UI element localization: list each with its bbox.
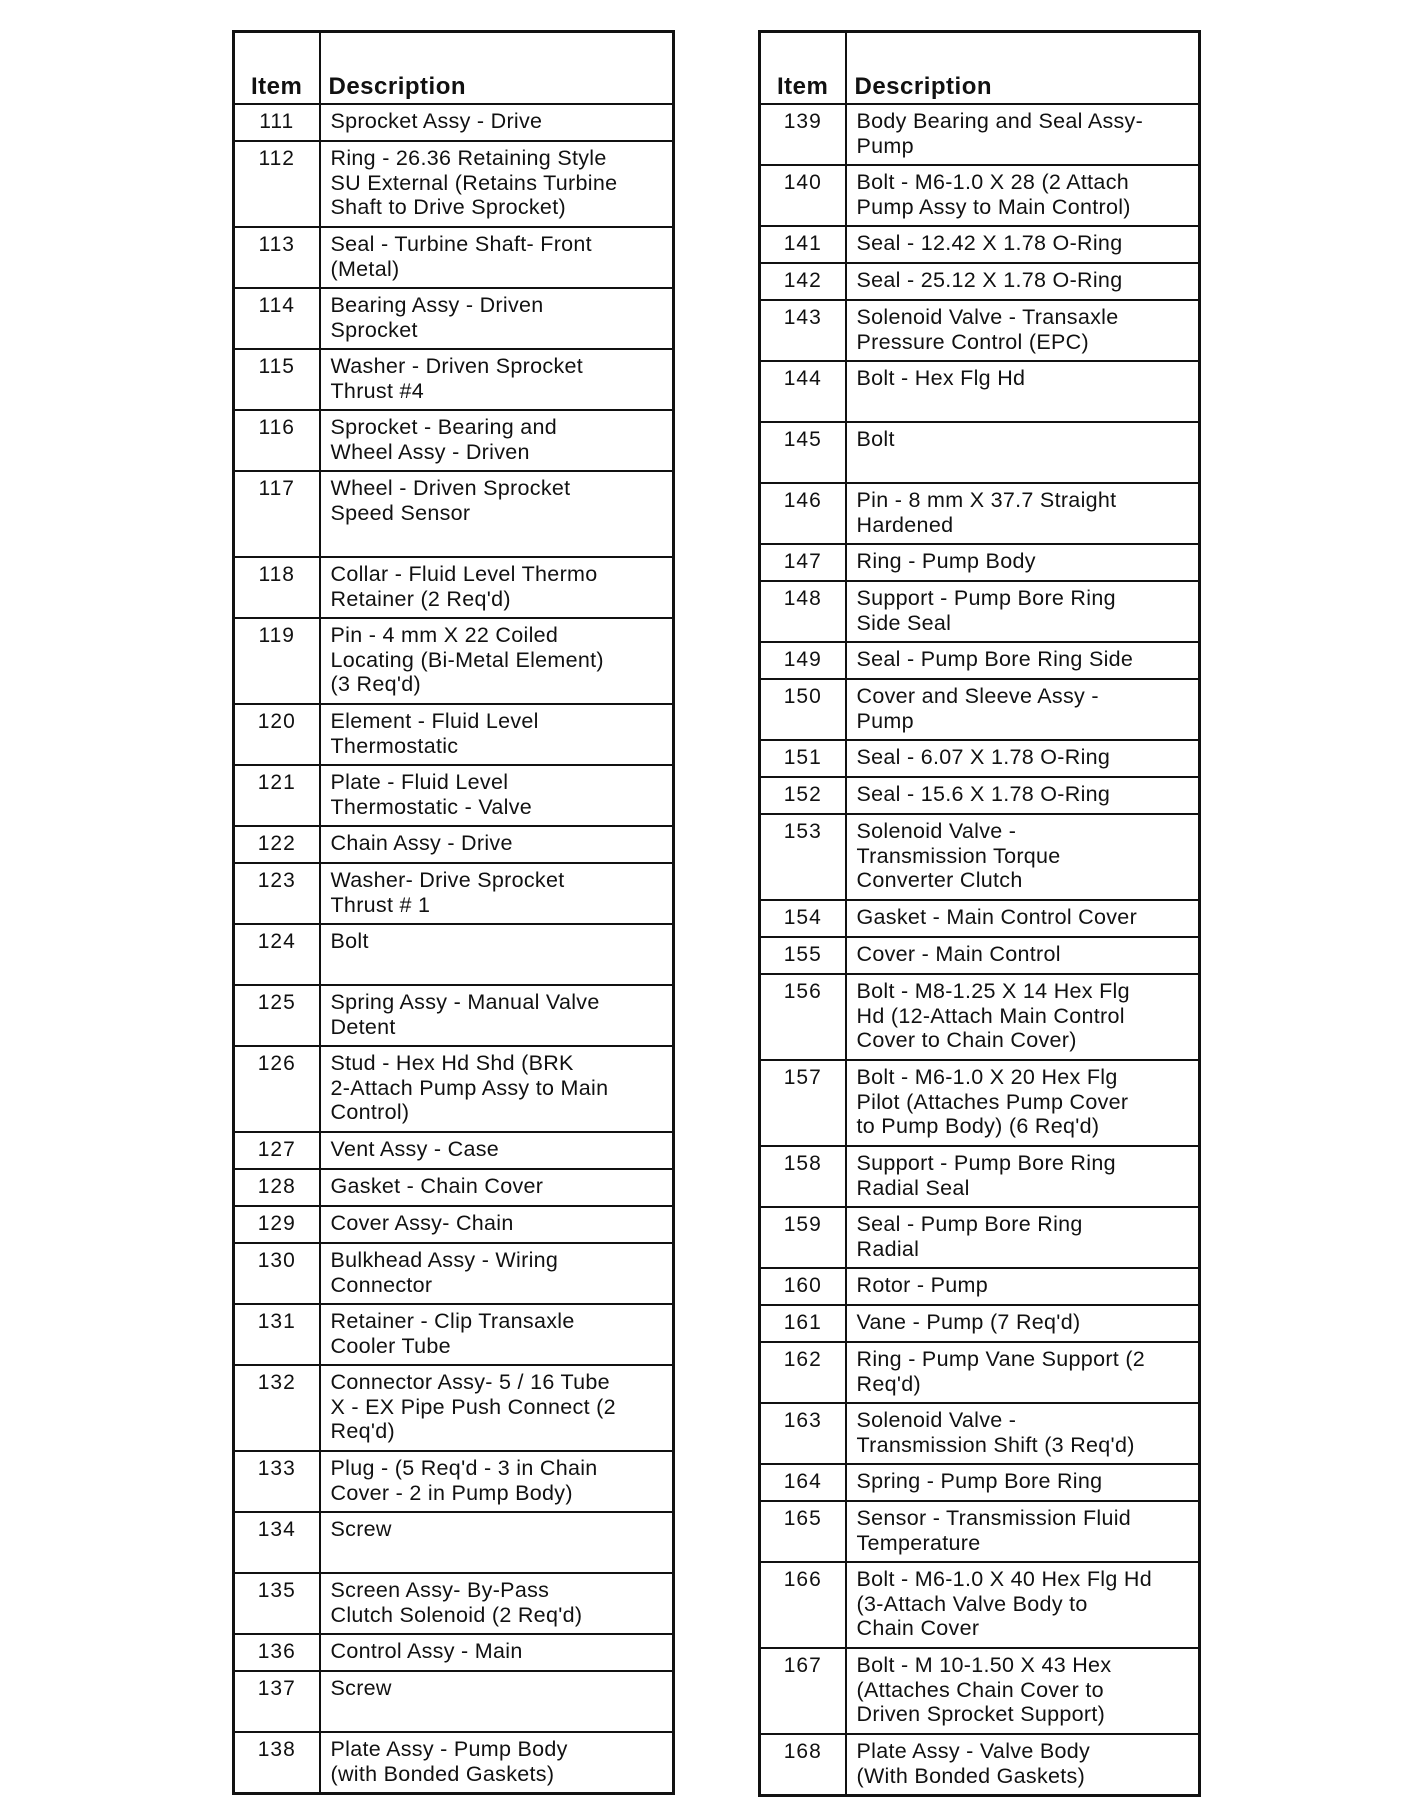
item-description: Screen Assy- By-Pass Clutch Solenoid (2 Req'd) <box>320 1573 674 1634</box>
table-row <box>234 1451 674 1512</box>
item-number: 156 <box>760 974 846 1060</box>
item-description: Bulkhead Assy - Wiring Connector <box>320 1243 674 1304</box>
item-description: Pin - 8 mm X 37.7 Straight Hardened <box>846 483 1200 544</box>
item-number: 119 <box>234 618 320 704</box>
table-row <box>234 410 674 471</box>
item-number: 154 <box>760 900 846 937</box>
item-description: Chain Assy - Drive <box>320 826 674 863</box>
parts-table-left-body <box>234 104 674 1794</box>
item-description: Ring - Pump Body <box>846 544 1200 581</box>
item-number: 115 <box>234 349 320 410</box>
item-description: Plug - (5 Req'd - 3 in Chain Cover - 2 in Pump Body) <box>320 1451 674 1512</box>
item-description: Stud - Hex Hd Shd (BRK 2-Attach Pump Assy to Main Control) <box>320 1046 674 1132</box>
table-row <box>760 361 1200 422</box>
item-number: 168 <box>760 1734 846 1796</box>
item-description: Rotor - Pump <box>846 1268 1200 1305</box>
item-number: 121 <box>234 765 320 826</box>
item-number: 152 <box>760 777 846 814</box>
item-number: 147 <box>760 544 846 581</box>
item-description: Plate - Fluid Level Thermostatic - Valve <box>320 765 674 826</box>
item-number: 145 <box>760 422 846 483</box>
table-row <box>760 483 1200 544</box>
item-number: 139 <box>760 104 846 165</box>
table-row <box>234 141 674 227</box>
item-number: 164 <box>760 1464 846 1501</box>
item-number: 120 <box>234 704 320 765</box>
item-number: 138 <box>234 1732 320 1794</box>
table-row <box>234 704 674 765</box>
item-description: Pin - 4 mm X 22 Coiled Locating (Bi-Metal Element) (3 Req'd) <box>320 618 674 704</box>
item-description: Support - Pump Bore Ring Radial Seal <box>846 1146 1200 1207</box>
item-description: Seal - 12.42 X 1.78 O-Ring <box>846 226 1200 263</box>
table-row <box>760 974 1200 1060</box>
item-description: Bolt - Hex Flg Hd <box>846 361 1200 422</box>
item-number: 134 <box>234 1512 320 1573</box>
item-number: 112 <box>234 141 320 227</box>
item-description: Solenoid Valve - Transaxle Pressure Control (EPC) <box>846 300 1200 361</box>
item-number: 148 <box>760 581 846 642</box>
item-number: 122 <box>234 826 320 863</box>
item-description: Sensor - Transmission Fluid Temperature <box>846 1501 1200 1562</box>
item-description: Ring - Pump Vane Support (2 Req'd) <box>846 1342 1200 1403</box>
table-row <box>760 1268 1200 1305</box>
header-row <box>234 32 674 105</box>
table-row <box>234 288 674 349</box>
item-description: Sprocket - Bearing and Wheel Assy - Driven <box>320 410 674 471</box>
table-row <box>760 263 1200 300</box>
item-number: 162 <box>760 1342 846 1403</box>
item-number: 123 <box>234 863 320 924</box>
item-number: 129 <box>234 1206 320 1243</box>
parts-table-left <box>232 30 675 1795</box>
item-number: 136 <box>234 1634 320 1671</box>
item-description: Plate Assy - Valve Body (With Bonded Gaskets) <box>846 1734 1200 1796</box>
table-row <box>234 826 674 863</box>
table-row <box>234 1132 674 1169</box>
item-description: Vent Assy - Case <box>320 1132 674 1169</box>
item-description: Solenoid Valve - Transmission Shift (3 Req'd) <box>846 1403 1200 1464</box>
table-row <box>760 300 1200 361</box>
parts-table-right <box>758 30 1201 1797</box>
item-number: 111 <box>234 104 320 141</box>
item-description: Bearing Assy - Driven Sprocket <box>320 288 674 349</box>
item-number: 158 <box>760 1146 846 1207</box>
table-row <box>760 1464 1200 1501</box>
item-description: Collar - Fluid Level Thermo Retainer (2 Req'd) <box>320 557 674 618</box>
item-number: 137 <box>234 1671 320 1732</box>
item-description: Spring - Pump Bore Ring <box>846 1464 1200 1501</box>
table-row <box>760 642 1200 679</box>
item-number: 113 <box>234 227 320 288</box>
item-description: Body Bearing and Seal Assy- Pump <box>846 104 1200 165</box>
table-row <box>234 1243 674 1304</box>
table-row <box>234 1732 674 1794</box>
parts-table-right-body <box>760 104 1200 1796</box>
item-number: 159 <box>760 1207 846 1268</box>
table-row <box>760 1562 1200 1648</box>
item-description: Cover Assy- Chain <box>320 1206 674 1243</box>
table-row <box>760 1207 1200 1268</box>
table-row <box>234 1304 674 1365</box>
item-description: Retainer - Clip Transaxle Cooler Tube <box>320 1304 674 1365</box>
table-row <box>234 1671 674 1732</box>
table-row <box>234 924 674 985</box>
table-row <box>760 900 1200 937</box>
item-number: 131 <box>234 1304 320 1365</box>
item-number: 126 <box>234 1046 320 1132</box>
table-row <box>234 349 674 410</box>
item-number: 146 <box>760 483 846 544</box>
item-number: 151 <box>760 740 846 777</box>
table-row <box>234 1206 674 1243</box>
header-row <box>760 32 1200 105</box>
item-description: Control Assy - Main <box>320 1634 674 1671</box>
item-number: 150 <box>760 679 846 740</box>
item-description: Support - Pump Bore Ring Side Seal <box>846 581 1200 642</box>
item-description: Seal - 25.12 X 1.78 O-Ring <box>846 263 1200 300</box>
table-row <box>760 165 1200 226</box>
table-row <box>234 863 674 924</box>
item-description: Connector Assy- 5 / 16 Tube X - EX Pipe Push Connect (2 Req'd) <box>320 1365 674 1451</box>
header-item: Item <box>760 32 846 105</box>
item-description: Washer - Driven Sprocket Thrust #4 <box>320 349 674 410</box>
item-description: Seal - Pump Bore Ring Side <box>846 642 1200 679</box>
item-description: Seal - Turbine Shaft- Front (Metal) <box>320 227 674 288</box>
item-description: Bolt <box>846 422 1200 483</box>
item-description: Screw <box>320 1512 674 1573</box>
item-number: 132 <box>234 1365 320 1451</box>
item-number: 153 <box>760 814 846 900</box>
table-row <box>234 471 674 557</box>
table-row <box>234 104 674 141</box>
item-number: 127 <box>234 1132 320 1169</box>
item-number: 125 <box>234 985 320 1046</box>
table-row <box>234 227 674 288</box>
item-description: Seal - Pump Bore Ring Radial <box>846 1207 1200 1268</box>
item-number: 142 <box>760 263 846 300</box>
table-row <box>234 765 674 826</box>
table-row <box>760 581 1200 642</box>
table-row <box>760 1305 1200 1342</box>
header-description: Description <box>320 32 674 105</box>
table-row <box>234 1512 674 1573</box>
item-number: 117 <box>234 471 320 557</box>
item-number: 130 <box>234 1243 320 1304</box>
table-row <box>760 937 1200 974</box>
item-number: 149 <box>760 642 846 679</box>
item-number: 114 <box>234 288 320 349</box>
table-row <box>760 226 1200 263</box>
table-row <box>760 1403 1200 1464</box>
table-row <box>760 1060 1200 1146</box>
item-number: 163 <box>760 1403 846 1464</box>
item-description: Seal - 15.6 X 1.78 O-Ring <box>846 777 1200 814</box>
table-row <box>760 1648 1200 1734</box>
item-description: Bolt - M8-1.25 X 14 Hex Flg Hd (12-Attach Main Control Cover to Chain Cover) <box>846 974 1200 1060</box>
item-description: Washer- Drive Sprocket Thrust # 1 <box>320 863 674 924</box>
table-row <box>760 679 1200 740</box>
item-description: Ring - 26.36 Retaining Style SU External (Retains Turbine Shaft to Drive Sprocket) <box>320 141 674 227</box>
item-description: Bolt - M 10-1.50 X 43 Hex (Attaches Chain Cover to Driven Sprocket Support) <box>846 1648 1200 1734</box>
item-number: 133 <box>234 1451 320 1512</box>
item-number: 118 <box>234 557 320 618</box>
header-item: Item <box>234 32 320 105</box>
table-row <box>234 1046 674 1132</box>
table-row <box>234 1365 674 1451</box>
item-description: Plate Assy - Pump Body (with Bonded Gaskets) <box>320 1732 674 1794</box>
item-description: Gasket - Chain Cover <box>320 1169 674 1206</box>
table-row <box>234 1634 674 1671</box>
item-number: 144 <box>760 361 846 422</box>
table-row <box>760 1342 1200 1403</box>
table-row <box>760 1734 1200 1796</box>
item-number: 165 <box>760 1501 846 1562</box>
table-row <box>760 814 1200 900</box>
table-row <box>234 1169 674 1206</box>
item-number: 135 <box>234 1573 320 1634</box>
table-row <box>234 557 674 618</box>
header-description: Description <box>846 32 1200 105</box>
item-number: 140 <box>760 165 846 226</box>
table-row <box>760 422 1200 483</box>
item-description: Cover - Main Control <box>846 937 1200 974</box>
item-number: 160 <box>760 1268 846 1305</box>
item-description: Seal - 6.07 X 1.78 O-Ring <box>846 740 1200 777</box>
item-description: Element - Fluid Level Thermostatic <box>320 704 674 765</box>
item-description: Bolt <box>320 924 674 985</box>
item-description: Screw <box>320 1671 674 1732</box>
item-number: 116 <box>234 410 320 471</box>
item-description: Bolt - M6-1.0 X 40 Hex Flg Hd (3-Attach Valve Body to Chain Cover <box>846 1562 1200 1648</box>
table-row <box>760 104 1200 165</box>
item-description: Bolt - M6-1.0 X 28 (2 Attach Pump Assy to Main Control) <box>846 165 1200 226</box>
item-number: 128 <box>234 1169 320 1206</box>
item-description: Cover and Sleeve Assy - Pump <box>846 679 1200 740</box>
table-row <box>760 740 1200 777</box>
item-number: 141 <box>760 226 846 263</box>
item-description: Vane - Pump (7 Req'd) <box>846 1305 1200 1342</box>
item-number: 155 <box>760 937 846 974</box>
table-row <box>760 777 1200 814</box>
item-number: 124 <box>234 924 320 985</box>
table-row <box>234 618 674 704</box>
item-description: Spring Assy - Manual Valve Detent <box>320 985 674 1046</box>
table-row <box>760 1146 1200 1207</box>
table-row <box>760 1501 1200 1562</box>
item-description: Solenoid Valve - Transmission Torque Converter Clutch <box>846 814 1200 900</box>
item-description: Wheel - Driven Sprocket Speed Sensor <box>320 471 674 557</box>
table-row <box>234 1573 674 1634</box>
item-description: Bolt - M6-1.0 X 20 Hex Flg Pilot (Attaches Pump Cover to Pump Body) (6 Req'd) <box>846 1060 1200 1146</box>
item-number: 167 <box>760 1648 846 1734</box>
item-number: 161 <box>760 1305 846 1342</box>
item-number: 143 <box>760 300 846 361</box>
table-row <box>760 544 1200 581</box>
item-number: 166 <box>760 1562 846 1648</box>
table-row <box>234 985 674 1046</box>
item-description: Sprocket Assy - Drive <box>320 104 674 141</box>
item-description: Gasket - Main Control Cover <box>846 900 1200 937</box>
item-number: 157 <box>760 1060 846 1146</box>
